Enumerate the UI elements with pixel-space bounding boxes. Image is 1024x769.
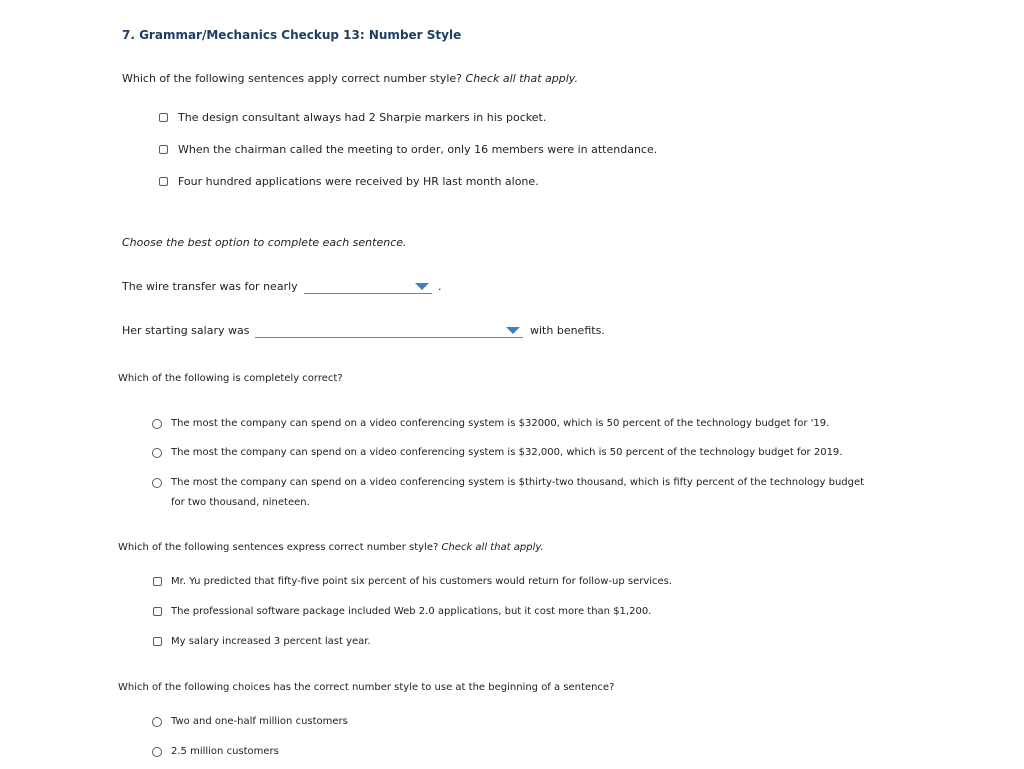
radio-button[interactable] [152, 747, 162, 757]
sentence-1-dropdown[interactable] [304, 278, 432, 294]
q3-option-3-label: The most the company can spend on a video conferencing system is $thirty-two thousand, which is fifty percent of the technology budget [171, 477, 865, 488]
q4-option-2-label: The professional software package included Web 2.0 applications, but it cost more than $1,200. [171, 606, 652, 617]
q3-prompt: Which of the following is completely correct? [118, 373, 343, 384]
q3-option-2-label: The most the company can spend on a video conferencing system is $32,000, which is 50 percent of the technology budget for 2019. [171, 447, 843, 458]
q1-option-1-label: The design consultant always had 2 Sharpie markers in his pocket. [178, 111, 547, 124]
q3-option-3[interactable] [152, 477, 864, 488]
q4-option-1-label: Mr. Yu predicted that fifty-five point six percent of his customers would return for follow-up services. [171, 576, 673, 587]
q3-option-3-label-cont: for two thousand, nineteen. [171, 497, 310, 508]
sentence-2-before: Her starting salary was [122, 324, 250, 337]
q5-option-2-label: 2.5 million customers [171, 746, 279, 757]
q4-option-3-label: My salary increased 3 percent last year. [171, 636, 371, 647]
checkbox[interactable] [159, 113, 168, 122]
page-title: 7. Grammar/Mechanics Checkup 13: Number Style [122, 28, 462, 42]
chevron-down-icon [415, 283, 429, 290]
radio-button[interactable] [152, 448, 162, 458]
radio-button[interactable] [152, 419, 162, 429]
section2-instruction: Choose the best option to complete each sentence. [122, 236, 407, 249]
q1-instruction: Check all that apply. [465, 72, 578, 85]
sentence-2-after: with benefits. [530, 324, 605, 337]
q4-prompt [118, 542, 544, 553]
q1-option-2-label: When the chairman called the meeting to order, only 16 members were in attendance. [178, 143, 658, 156]
q3-option-1[interactable] [152, 418, 829, 429]
radio-button[interactable] [152, 717, 162, 727]
q1-option-2[interactable] [159, 143, 657, 156]
q3-option-1-label: The most the company can spend on a video conferencing system is $32000, which is 50 percent of the technology budget for '19. [171, 418, 830, 429]
q1-prompt-text: Which of the following sentences apply correct number style? [122, 72, 463, 85]
q3-option-2[interactable] [152, 447, 842, 458]
q5-option-1[interactable] [152, 716, 348, 727]
q1-option-3[interactable] [159, 175, 539, 188]
q5-option-2[interactable] [152, 746, 279, 757]
sentence-1-after: . [438, 280, 442, 293]
q1-option-1[interactable] [159, 111, 546, 124]
radio-button[interactable] [152, 478, 162, 488]
q4-option-2[interactable] [153, 606, 651, 617]
q5-prompt: Which of the following choices has the correct number style to use at the beginning of a sentence? [118, 682, 615, 693]
q1-option-3-label: Four hundred applications were received by HR last month alone. [178, 175, 539, 188]
sentence-2-dropdown[interactable] [255, 322, 523, 338]
sentence-1-before: The wire transfer was for nearly [122, 280, 298, 293]
q4-option-3[interactable] [153, 636, 371, 647]
checkbox[interactable] [159, 145, 168, 154]
q5-option-1-label: Two and one-half million customers [171, 716, 348, 727]
chevron-down-icon [506, 327, 520, 334]
q4-prompt-text: Which of the following sentences express correct number style? [118, 542, 439, 553]
checkbox[interactable] [153, 577, 162, 586]
q4-option-1[interactable] [153, 576, 672, 587]
checkbox[interactable] [153, 607, 162, 616]
checkbox[interactable] [159, 177, 168, 186]
q1-prompt [122, 72, 578, 85]
q4-instruction: Check all that apply. [441, 542, 544, 553]
checkbox[interactable] [153, 637, 162, 646]
